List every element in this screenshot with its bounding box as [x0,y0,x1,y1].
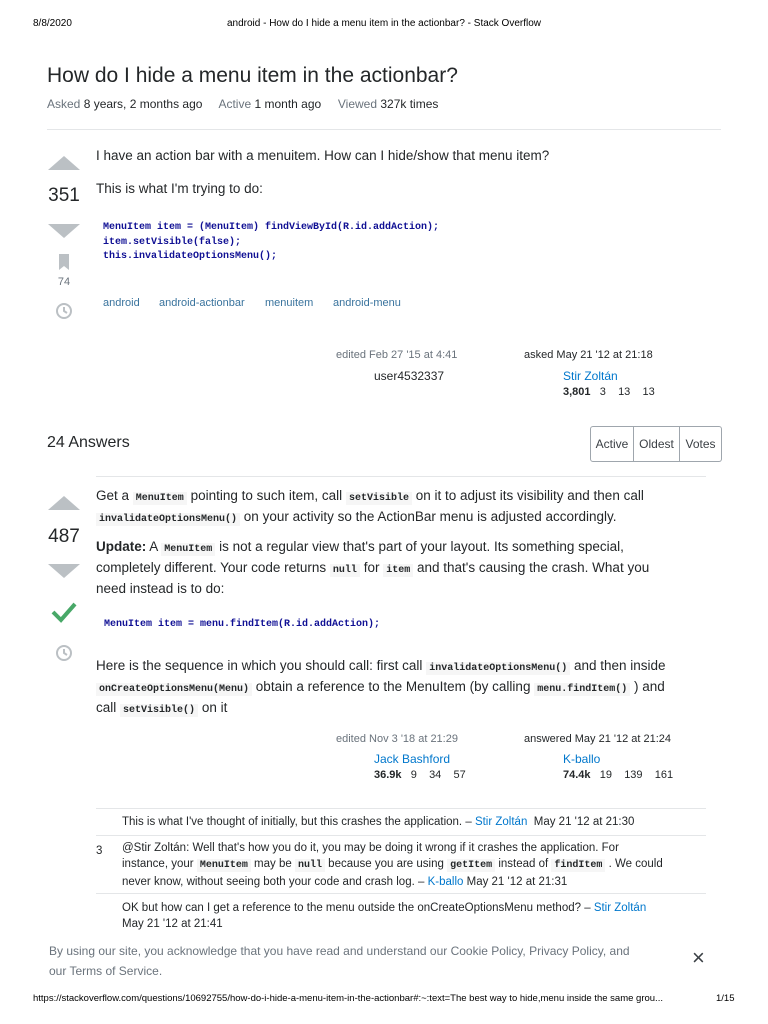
asked-value: 8 years, 2 months ago [83,97,203,111]
question-body-p2: This is what I'm trying to do: [96,181,263,196]
question-meta [47,97,438,111]
question-body-p1: I have an action bar with a menuitem. How can I hide/show that menu item? [96,148,550,163]
text: obtain a reference to the MenuItem (by calling [255,679,531,694]
text: on your activity so the ActionBar menu is adjusted accordingly. [243,509,617,524]
inline-code: MenuItem [197,859,251,872]
comment-user-link[interactable]: Stir Zoltán [593,902,647,914]
history-icon[interactable] [55,302,73,320]
comment-text: OK but how can I get a reference to the menu outside the onCreateOptionsMenu method? – [122,902,591,914]
title-divider [47,129,721,130]
text: completely different. Your code returns [96,560,327,575]
print-date: 8/8/2020 [33,18,72,29]
comment-date: May 21 '12 at 21:31 [466,876,568,888]
text: for [363,560,380,575]
question-downvote-button[interactable] [48,224,80,238]
comment [122,840,712,890]
answer-answered-date: answered May 21 '12 at 21:24 [524,733,672,745]
answer-editor-link[interactable]: Jack Bashford [374,752,451,766]
question-author-link[interactable]: Stir Zoltán [563,369,618,383]
text: and that's causing the crash. What you [417,560,650,575]
answer-edited-link[interactable]: edited Nov 3 '18 at 21:29 [336,733,458,745]
inline-code: invalidateOptionsMenu() [96,513,240,526]
text: and then inside [573,658,666,673]
sort-tab-votes[interactable]: Votes [680,426,722,462]
text: A [149,539,158,554]
viewed-label: Viewed [337,97,378,111]
tag-android-menu[interactable]: android-menu [333,297,401,309]
inline-code: MenuItem [133,492,187,505]
text: pointing to such item, call [190,488,343,503]
inline-code: invalidateOptionsMenu() [426,662,570,675]
answer-vote-count: 487 [48,526,80,547]
active-label: Active [218,97,252,111]
bold-text: Update: [96,539,147,554]
text: Here is the sequence in which you should call: first call [96,658,423,673]
text: ) and [634,679,665,694]
cookie-banner-text [49,941,689,981]
comment-user-link[interactable]: Stir Zoltán [474,816,528,828]
reputation: 36.9k [374,769,402,781]
answer-paragraph-1 [96,487,716,529]
gold-badges: 3 [599,386,606,398]
answer-author-link[interactable]: K-ballo [563,752,601,766]
inline-code: findItem [551,859,605,872]
question-editor: user4532337 [374,369,445,383]
code-line: MenuItem item = menu.findItem(R.id.addAction); [104,619,381,630]
question-author-rep [563,386,655,398]
answers-divider [96,476,706,477]
inline-code: setVisible() [120,704,198,717]
gold-badges: 9 [410,769,417,781]
answer-upvote-button[interactable] [48,496,80,510]
code-line: MenuItem item = (MenuItem) findViewById(R.id.addAction); [103,222,440,233]
code-line: item.setVisible(false); [103,236,242,248]
question-edited-link[interactable]: edited Feb 27 '15 at 4:41 [336,349,458,361]
comment-text: instead of [498,858,549,870]
print-doc-title: android - How do I hide a menu item in the actionbar? - Stack Overflow [226,18,542,29]
viewed-value: 327k times [380,97,439,111]
inline-code: null [295,859,325,872]
bronze-badges: 57 [453,769,466,781]
sort-tab-active[interactable]: Active [590,426,634,462]
inline-code: getItem [447,859,495,872]
text: on it [201,700,228,715]
inline-code: onCreateOptionsMenu(Menu) [96,683,252,696]
inline-code: item [383,564,413,577]
text: on it to adjust its visibility and then call [415,488,644,503]
comment-text: because you are using [328,858,444,870]
comment-user-link[interactable]: K-ballo [427,876,464,888]
comment [122,814,634,830]
inline-code: menu.findItem() [534,683,630,696]
text: is not a regular view that's part of your layout. Its something special, [219,539,624,554]
bronze-badges: 13 [642,386,655,398]
active-value[interactable]: 1 month ago [254,97,322,111]
answer-code-block [96,612,706,640]
comment-text: never know, without seeing both your code and crash log. – [122,876,425,888]
answer-paragraph-2 [96,538,716,598]
answers-count-heading: 24 Answers [47,434,130,451]
comment-text: may be [254,858,292,870]
history-icon[interactable] [55,644,73,662]
comment-date: May 21 '12 at 21:41 [122,918,223,930]
cookie-banner [0,933,768,983]
silver-badges: 34 [429,769,442,781]
question-code-block [96,214,706,276]
cookie-text-line: By using our site, you acknowledge that you have read and understand our Cookie Policy, Privacy Policy, and [49,944,630,958]
reputation: 3,801 [563,386,591,398]
text: Get a [96,488,130,503]
silver-badges: 139 [624,769,643,781]
close-icon[interactable]: × [692,945,705,970]
tag-android[interactable]: android [103,297,140,309]
reputation: 74.4k [563,769,591,781]
answer-paragraph-3 [96,657,716,720]
text: call [96,700,117,715]
comment-text: @Stir Zoltán: Well that's how you do it, you may be doing it wrong if it crashes the application. For [122,842,619,854]
code-line: this.invalidateOptionsMenu(); [103,251,278,262]
bookmark-icon[interactable] [58,254,70,270]
cookie-text-line: our Terms of Service. [49,964,163,978]
comment-date: May 21 '12 at 21:30 [533,816,635,828]
sort-tab-oldest[interactable]: Oldest [634,426,680,462]
asked-label: Asked [47,97,81,111]
inline-code: setVisible [346,492,412,505]
inline-code: MenuItem [161,543,215,556]
silver-badges: 13 [618,386,631,398]
bronze-badges: 161 [654,769,674,781]
gold-badges: 19 [599,769,612,781]
print-url: https://stackoverflow.com/questions/10692755/how-do-i-hide-a-menu-item-in-the-actionbar#:~:text=The best way to hide,menu inside the same grou... [33,993,663,1004]
comment-text: instance, your [122,858,194,870]
question-asked-date: asked May 21 '12 at 21:18 [524,349,653,361]
comment-divider [96,835,706,836]
comment [122,900,712,932]
answer-downvote-button[interactable] [48,564,80,578]
question-title[interactable]: How do I hide a menu item in the actionbar? [47,64,458,87]
question-upvote-button[interactable] [48,156,80,170]
text: need instead is to do: [96,581,225,596]
tag-android-actionbar[interactable]: android-actionbar [159,297,245,309]
accepted-checkmark-icon [51,601,77,623]
tag-menuitem[interactable]: menuitem [265,297,314,309]
answer-author-rep [563,769,673,781]
comment-text: This is what I've thought of initially, but this crashes the application. – [122,816,472,828]
answer-sort-tabs [590,426,722,462]
comment-text: . We could [608,858,663,870]
question-vote-count: 351 [48,185,80,206]
comments-divider [96,808,706,809]
comment-divider [96,893,706,894]
bookmark-count: 74 [57,276,71,288]
print-page-number: 1/15 [716,993,735,1004]
answer-editor-rep [374,769,466,781]
inline-code: null [330,564,360,577]
comment-score: 3 [96,845,103,857]
